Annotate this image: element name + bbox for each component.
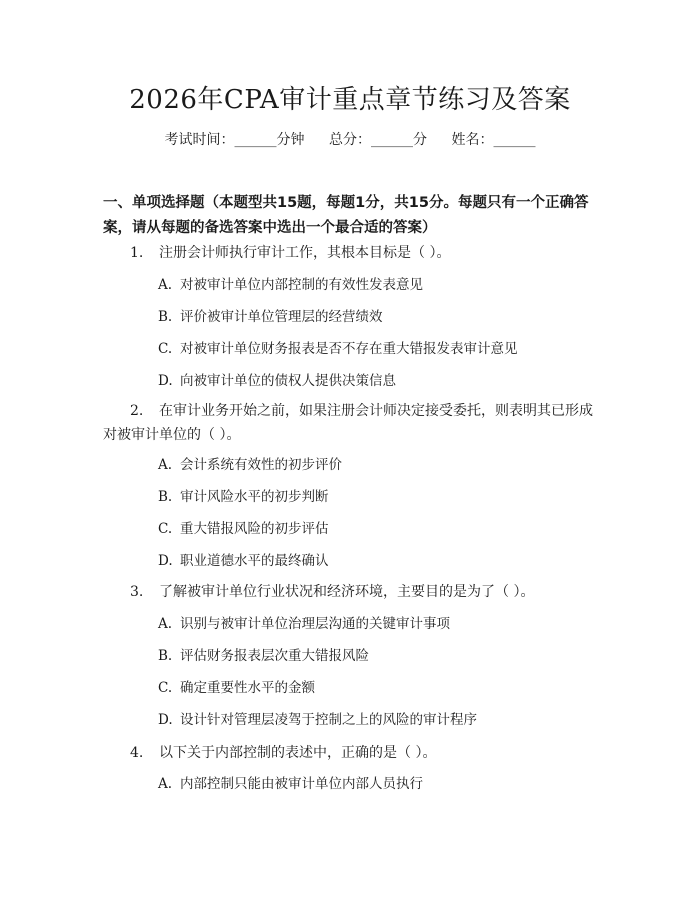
option-text: 向被审计单位的债权人提供决策信息 xyxy=(180,373,396,389)
option-text: 评估财务报表层次重大错报风险 xyxy=(180,648,369,664)
question-number: 4. xyxy=(130,745,144,761)
question-text: 在审计业务开始之前，如果注册会计师决定接受委托，则表明其已形成对被审计单位的（ ）。 xyxy=(103,403,593,443)
option-2b xyxy=(158,486,608,508)
question-number: 1. xyxy=(130,245,144,261)
document-title: 2026年CPA审计重点章节练习及答案 xyxy=(129,85,571,115)
option-1d xyxy=(158,370,608,392)
option-1b xyxy=(158,306,608,328)
option-text: 内部控制只能由被审计单位内部人员执行 xyxy=(180,776,423,792)
option-3d xyxy=(158,709,608,731)
question-text: 了解被审计单位行业状况和经济环境，主要目的是为了（ ）。 xyxy=(159,584,535,600)
option-text: 职业道德水平的最终确认 xyxy=(180,553,329,569)
option-text: 重大错报风险的初步评估 xyxy=(180,521,329,537)
exam-info xyxy=(0,130,700,150)
option-letter: A. xyxy=(158,457,173,473)
question-text: 以下关于内部控制的表述中，正确的是（ ）。 xyxy=(159,745,437,761)
option-3c xyxy=(158,677,608,699)
option-letter: B. xyxy=(158,309,173,325)
option-text: 识别与被审计单位治理层沟通的关键审计事项 xyxy=(180,616,450,632)
option-letter: D. xyxy=(158,553,173,569)
option-1c xyxy=(158,338,608,360)
question-2 xyxy=(103,399,603,447)
exam-time-field: 考试时间：______分钟 xyxy=(164,132,305,148)
question-1 xyxy=(103,241,603,265)
option-letter: A. xyxy=(158,616,173,632)
name-field: 姓名：______ xyxy=(451,132,536,148)
option-text: 审计风险水平的初步判断 xyxy=(180,489,329,505)
option-text: 确定重要性水平的金额 xyxy=(180,680,315,696)
total-score-field: 总分：______分 xyxy=(329,132,427,148)
option-letter: A. xyxy=(158,776,173,792)
option-letter: C. xyxy=(158,341,173,357)
section-heading: 一、单项选择题（本题型共15题，每题1分，共15分。每题只有一个正确答案，请从每题的备选答案中选出一个最合适的答案） xyxy=(103,195,589,236)
option-3b xyxy=(158,645,608,667)
option-3a xyxy=(158,613,608,635)
option-letter: C. xyxy=(158,521,173,537)
question-4 xyxy=(103,741,603,765)
option-letter: D. xyxy=(158,373,173,389)
option-2c xyxy=(158,518,608,540)
option-text: 对被审计单位财务报表是否不存在重大错报发表审计意见 xyxy=(180,341,518,357)
option-letter: C. xyxy=(158,680,173,696)
option-letter: A. xyxy=(158,277,173,293)
option-letter: B. xyxy=(158,489,173,505)
option-4a xyxy=(158,773,608,795)
option-2a xyxy=(158,454,608,476)
option-2d xyxy=(158,550,608,572)
option-text: 评价被审计单位管理层的经营绩效 xyxy=(180,309,383,325)
option-text: 会计系统有效性的初步评价 xyxy=(180,457,342,473)
option-text: 对被审计单位内部控制的有效性发表意见 xyxy=(180,277,423,293)
question-text: 注册会计师执行审计工作，其根本目标是（ ）。 xyxy=(159,245,451,261)
question-number: 3. xyxy=(130,584,144,600)
option-text: 设计针对管理层凌驾于控制之上的风险的审计程序 xyxy=(180,712,477,728)
question-number: 2. xyxy=(130,403,144,419)
question-3 xyxy=(103,580,603,604)
option-1a xyxy=(158,274,608,296)
option-letter: B. xyxy=(158,648,173,664)
option-letter: D. xyxy=(158,712,173,728)
